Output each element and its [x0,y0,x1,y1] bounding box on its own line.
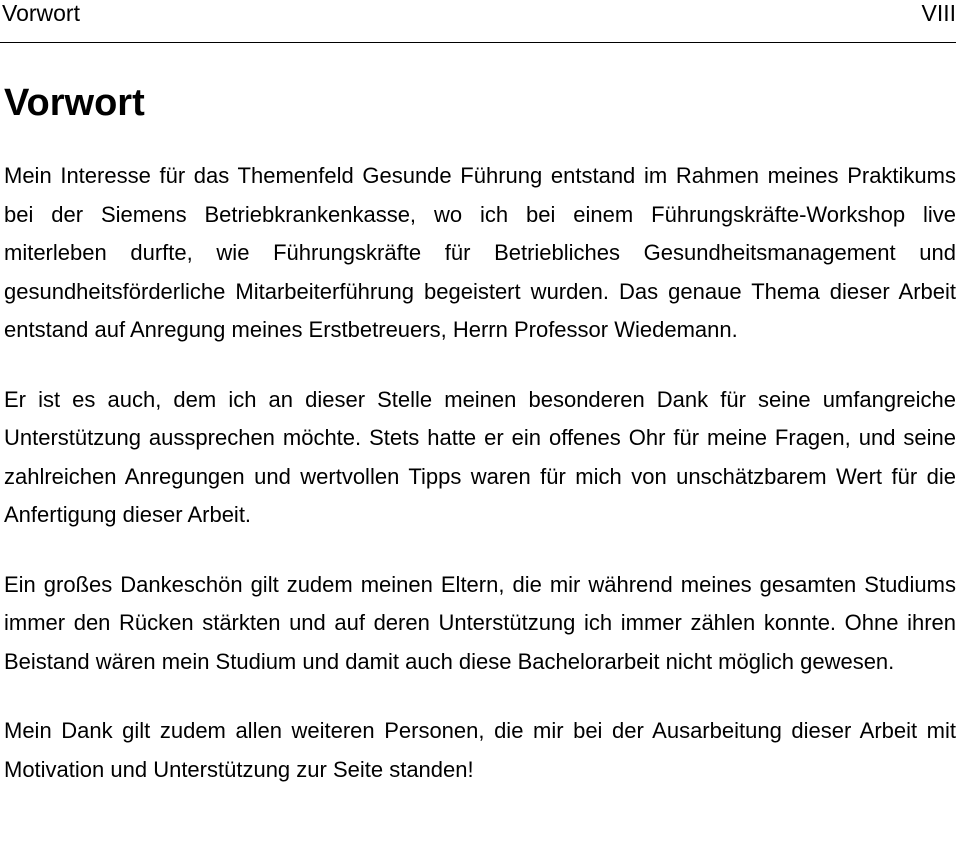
paragraph-3: Ein großes Dankeschön gilt zudem meinen Eltern, die mir während meines gesamten Studiums immer den Rücken stärkten und auf deren Unterstützung ich immer zählen konnte. Ohne ihren Beistand wären mein Studium und damit auch diese Bachelorarbeit nicht möglich gewesen. [4,571,956,674]
running-header [0,0,956,43]
paragraph-4: Mein Dank gilt zudem allen weiteren Personen, die mir bei der Ausarbeitung dieser Arbeit mit Motivation und Unterstützung zur Seite standen! [4,718,956,782]
paragraph-2: Er ist es auch, dem ich an dieser Stelle meinen besonderen Dank für seine umfangreiche Unterstützung aussprechen möchte. Stets hatte er ein offenes Ohr für meine Fragen, und seine zahlreichen Anregungen und wertvollen Tipps waren für mich von unschätzbarem Wert für die Anfertigung dieser Arbeit. [4,386,956,527]
page-title: Vorwort [4,82,145,124]
paragraph-1: Mein Interesse für das Themenfeld Gesunde Führung entstand im Rahmen meines Praktikums bei der Siemens Betriebkrankenkasse, wo ich bei einem Führungskräfte-Workshop live miterleben durfte, wie Führungskräfte für Betriebliches Gesundheitsmanagement und gesundheitsförderliche Mitarbeiterführung begeistert wurden. Das genaue Thema dieser Arbeit entstand auf Anregung meines Erstbetreuers, Herrn Professor Wiedemann. [4,163,956,342]
document-body [4,157,956,789]
header-page-number: VIII [921,0,956,26]
header-section-title: Vorwort [2,0,80,26]
